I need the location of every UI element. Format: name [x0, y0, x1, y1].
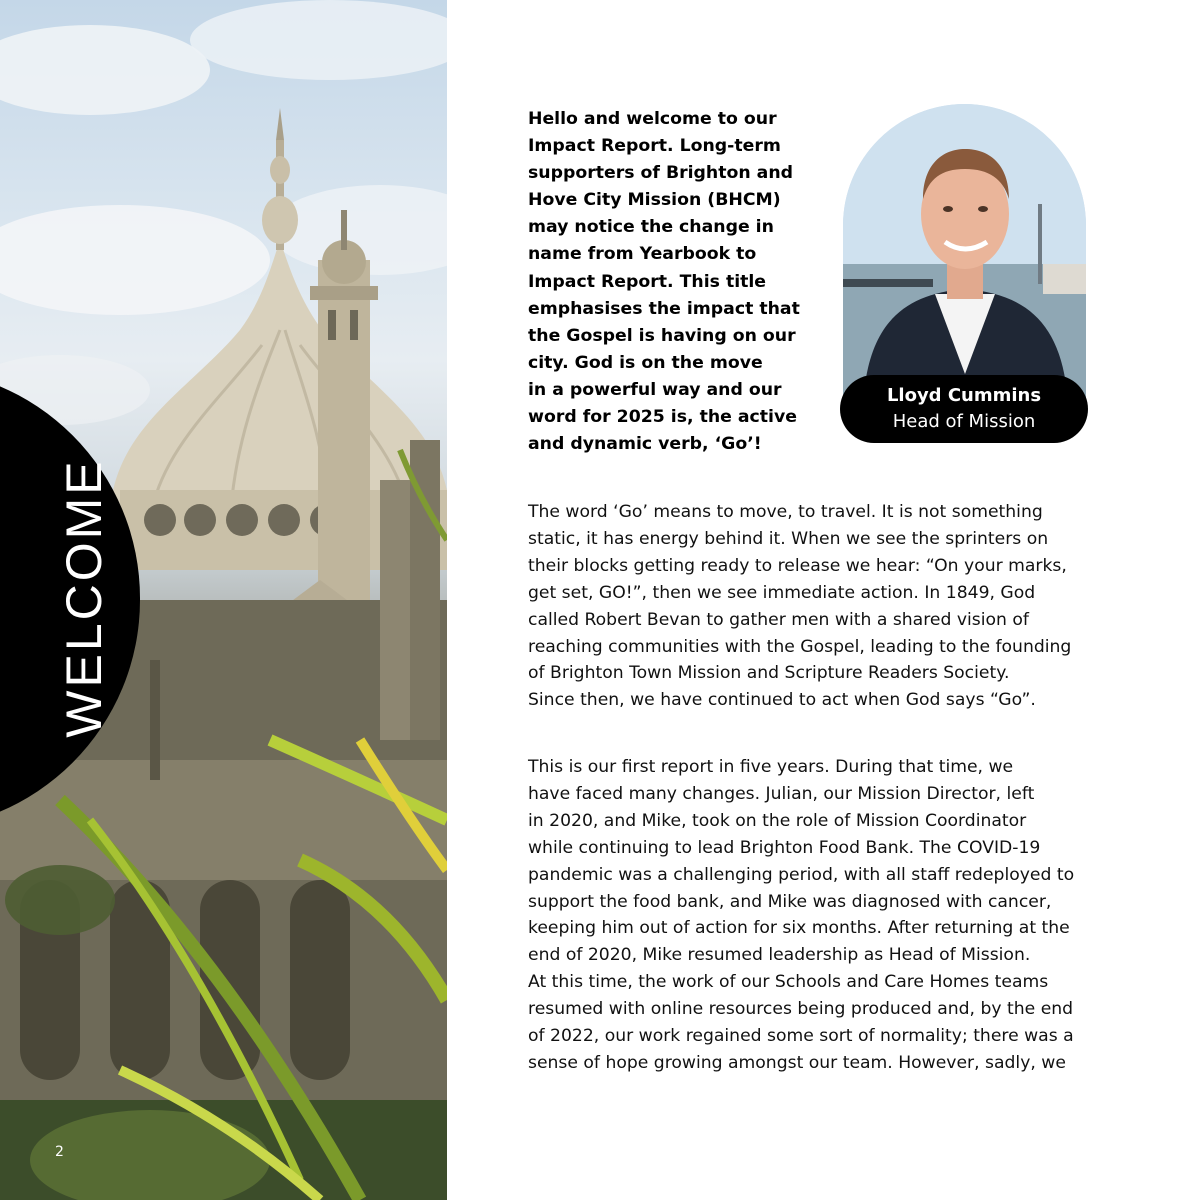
body-line: while continuing to lead Brighton Food Bank. The COVID-19	[528, 837, 1041, 858]
intro-line: Impact Report. Long-term	[528, 136, 781, 157]
intro-line: name from Yearbook to	[528, 244, 757, 265]
body-line: end of 2020, Mike resumed leadership as Head of Mission.	[528, 945, 1031, 966]
body-line: of 2022, our work regained some sort of normality; there was a	[528, 1026, 1074, 1047]
body-line: their blocks getting ready to release we hear: “On your marks,	[528, 555, 1067, 576]
body-line: get set, GO!”, then we see immediate action. In 1849, God	[528, 582, 1036, 603]
body-line: support the food bank, and Mike was diagnosed with cancer,	[528, 891, 1052, 912]
body-line: called Robert Bevan to gather men with a shared vision of	[528, 609, 1029, 630]
body-line: have faced many changes. Julian, our Mission Director, left	[528, 783, 1035, 804]
body-line: This is our first report in five years. During that time, we	[528, 757, 1014, 777]
intro-line: the Gospel is having on our	[528, 325, 796, 346]
intro-line: word for 2025 is, the active	[528, 407, 797, 428]
intro-line: emphasises the impact that	[528, 298, 800, 319]
intro-line: Hello and welcome to our	[528, 109, 777, 129]
section-label: WELCOME	[56, 458, 112, 738]
profile-photo	[843, 104, 1086, 404]
page-number: 2	[55, 1144, 64, 1160]
body-line: of Brighton Town Mission and Scripture Readers Society.	[528, 663, 1010, 684]
body-line: The word ‘Go’ means to move, to travel. It is not something	[528, 502, 1043, 522]
body-line: At this time, the work of our Schools and Care Homes teams	[528, 972, 1049, 993]
intro-line: and dynamic verb, ‘Go’!	[528, 434, 762, 455]
body-line: static, it has energy behind it. When we see the sprinters on	[528, 528, 1049, 549]
body-line: sense of hope growing amongst our team. However, sadly, we	[528, 1052, 1066, 1073]
intro-line: in a powerful way and our	[528, 379, 782, 400]
intro-line: may notice the change in	[528, 217, 774, 238]
portrait-illustration	[843, 104, 1086, 404]
intro-line: supporters of Brighton and	[528, 163, 794, 184]
intro-line: city. God is on the move	[528, 352, 763, 373]
intro-line: Hove City Mission (BHCM)	[528, 190, 781, 211]
body-line: keeping him out of action for six months. After returning at the	[528, 918, 1070, 939]
intro-paragraph	[528, 106, 828, 458]
profile-caption	[840, 375, 1088, 443]
body-line: pandemic was a challenging period, with all staff redeployed to	[528, 864, 1075, 885]
body-line: reaching communities with the Gospel, leading to the founding	[528, 636, 1072, 657]
body-paragraph-2	[528, 754, 1168, 1077]
intro-line: Impact Report. This title	[528, 271, 767, 292]
body-line: in 2020, and Mike, took on the role of Mission Coordinator	[528, 810, 1027, 831]
body-line: resumed with online resources being produced and, by the end	[528, 999, 1074, 1020]
body-paragraph-1	[528, 499, 1168, 714]
body-line: Since then, we have continued to act when God says “Go”.	[528, 690, 1036, 711]
profile-name: Lloyd Cummins	[886, 385, 1042, 406]
profile-role: Head of Mission	[892, 411, 1036, 432]
